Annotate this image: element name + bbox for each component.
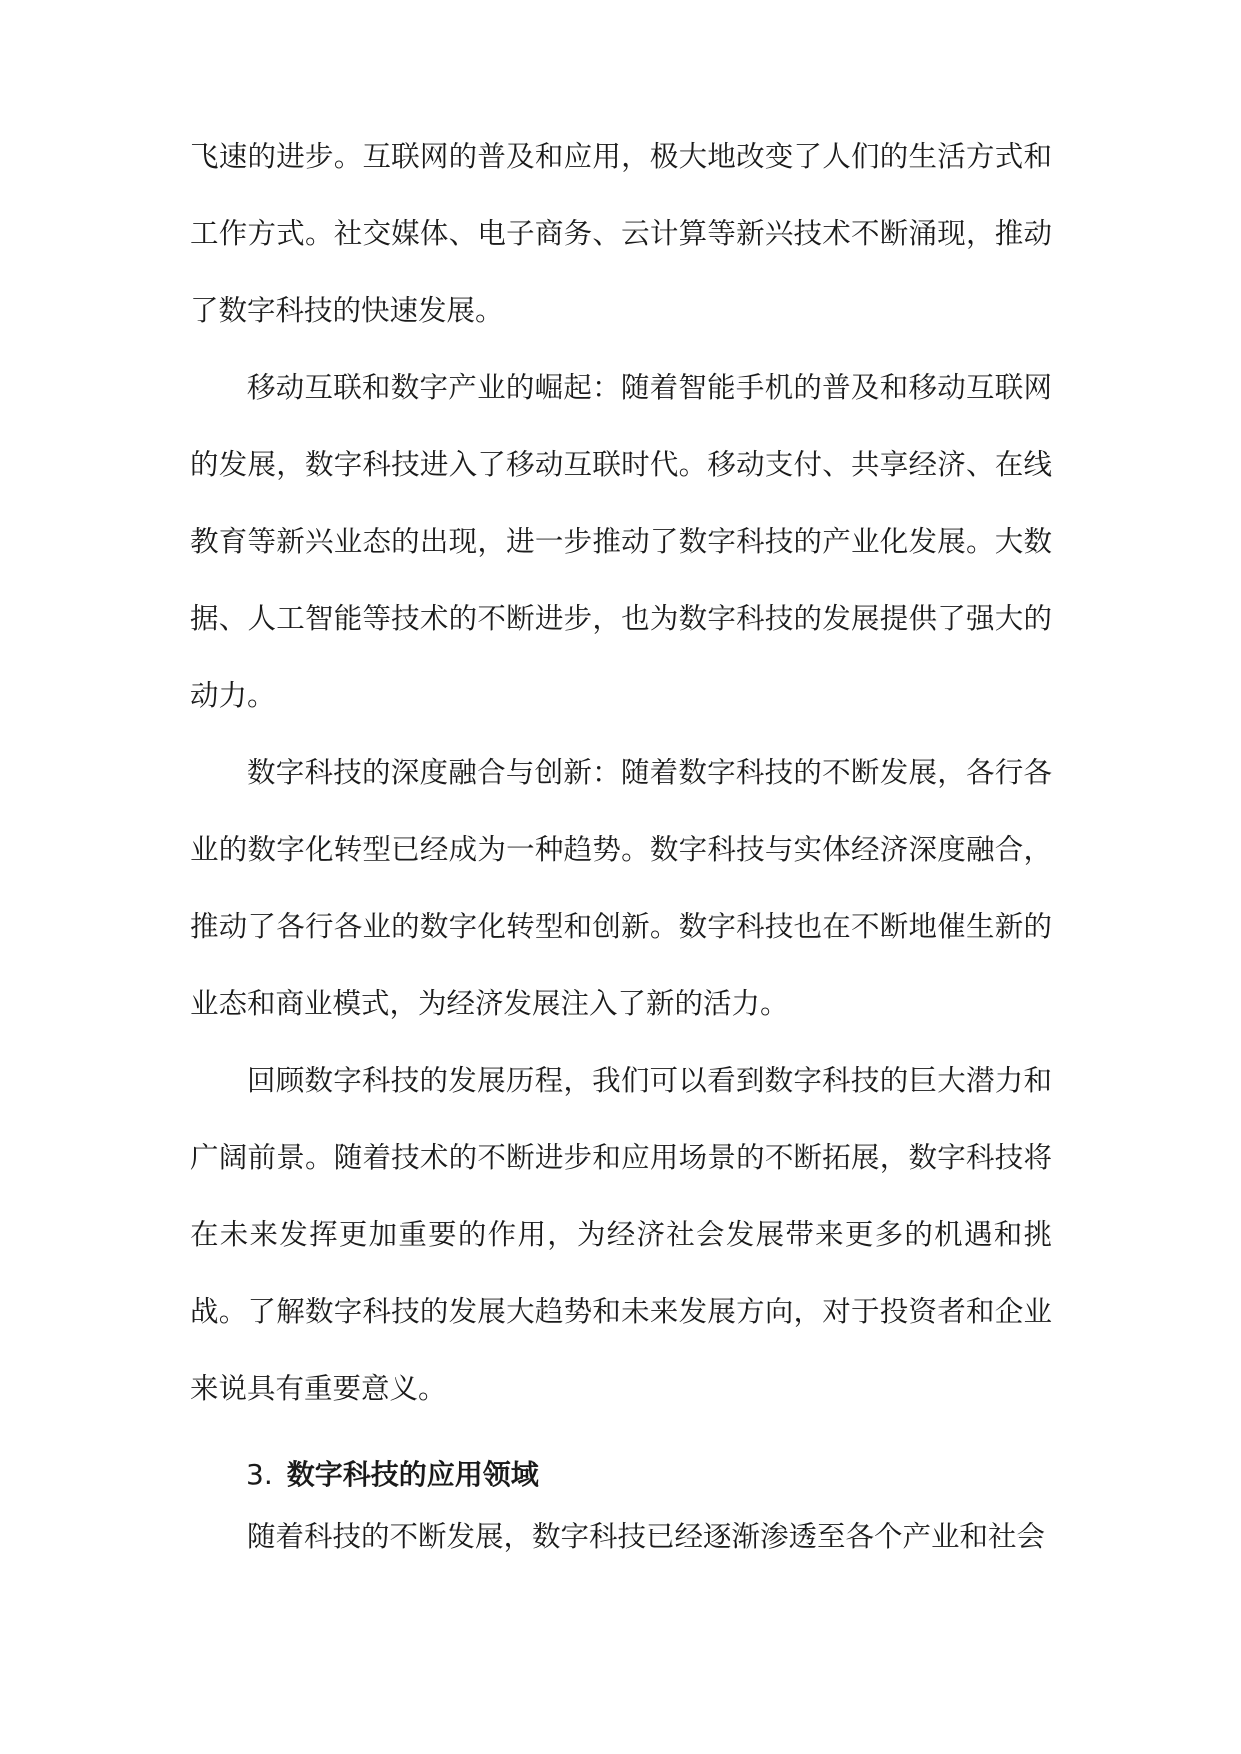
body-text-tail — [190, 1498, 1052, 1575]
paragraph-continuation: 飞速的进步。互联网的普及和应用，极大地改变了人们的生活方式和工作方式。社交媒体、电子商务、云计算等新兴技术不断涌现，推动了数字科技的快速发展。 — [190, 140, 1052, 327]
paragraph-deep-integration: 数字科技的深度融合与创新：随着数字科技的不断发展，各行各业的数字化转型已经成为一种趋势。数字科技与实体经济深度融合，推动了各行各业的数字化转型和创新。数字科技也在不断地催生新的业态和商业模式，为经济发展注入了新的活力。 — [190, 756, 1052, 1020]
section-heading — [246, 1455, 539, 1495]
body-text — [190, 118, 1052, 1427]
paragraph-review: 回顾数字科技的发展历程，我们可以看到数字科技的巨大潜力和广阔前景。随着技术的不断进步和应用场景的不断拓展，数字科技将在未来发挥更加重要的作用，为经济社会发展带来更多的机遇和挑战。了解数字科技的发展大趋势和未来发展方向，对于投资者和企业来说具有重要意义。 — [190, 1064, 1052, 1405]
section-number: 3. — [246, 1458, 273, 1491]
section-title: 数字科技的应用领域 — [286, 1458, 539, 1491]
paragraph-mobile-internet: 移动互联和数字产业的崛起：随着智能手机的普及和移动互联网的发展，数字科技进入了移动互联时代。移动支付、共享经济、在线教育等新兴业态的出现，进一步推动了数字科技的产业化发展。大数据、人工智能等技术的不断进步，也为数字科技的发展提供了强大的动力。 — [190, 371, 1052, 712]
paragraph-applications-intro: 随着科技的不断发展，数字科技已经逐渐渗透至各个产业和社会 — [247, 1520, 1046, 1553]
